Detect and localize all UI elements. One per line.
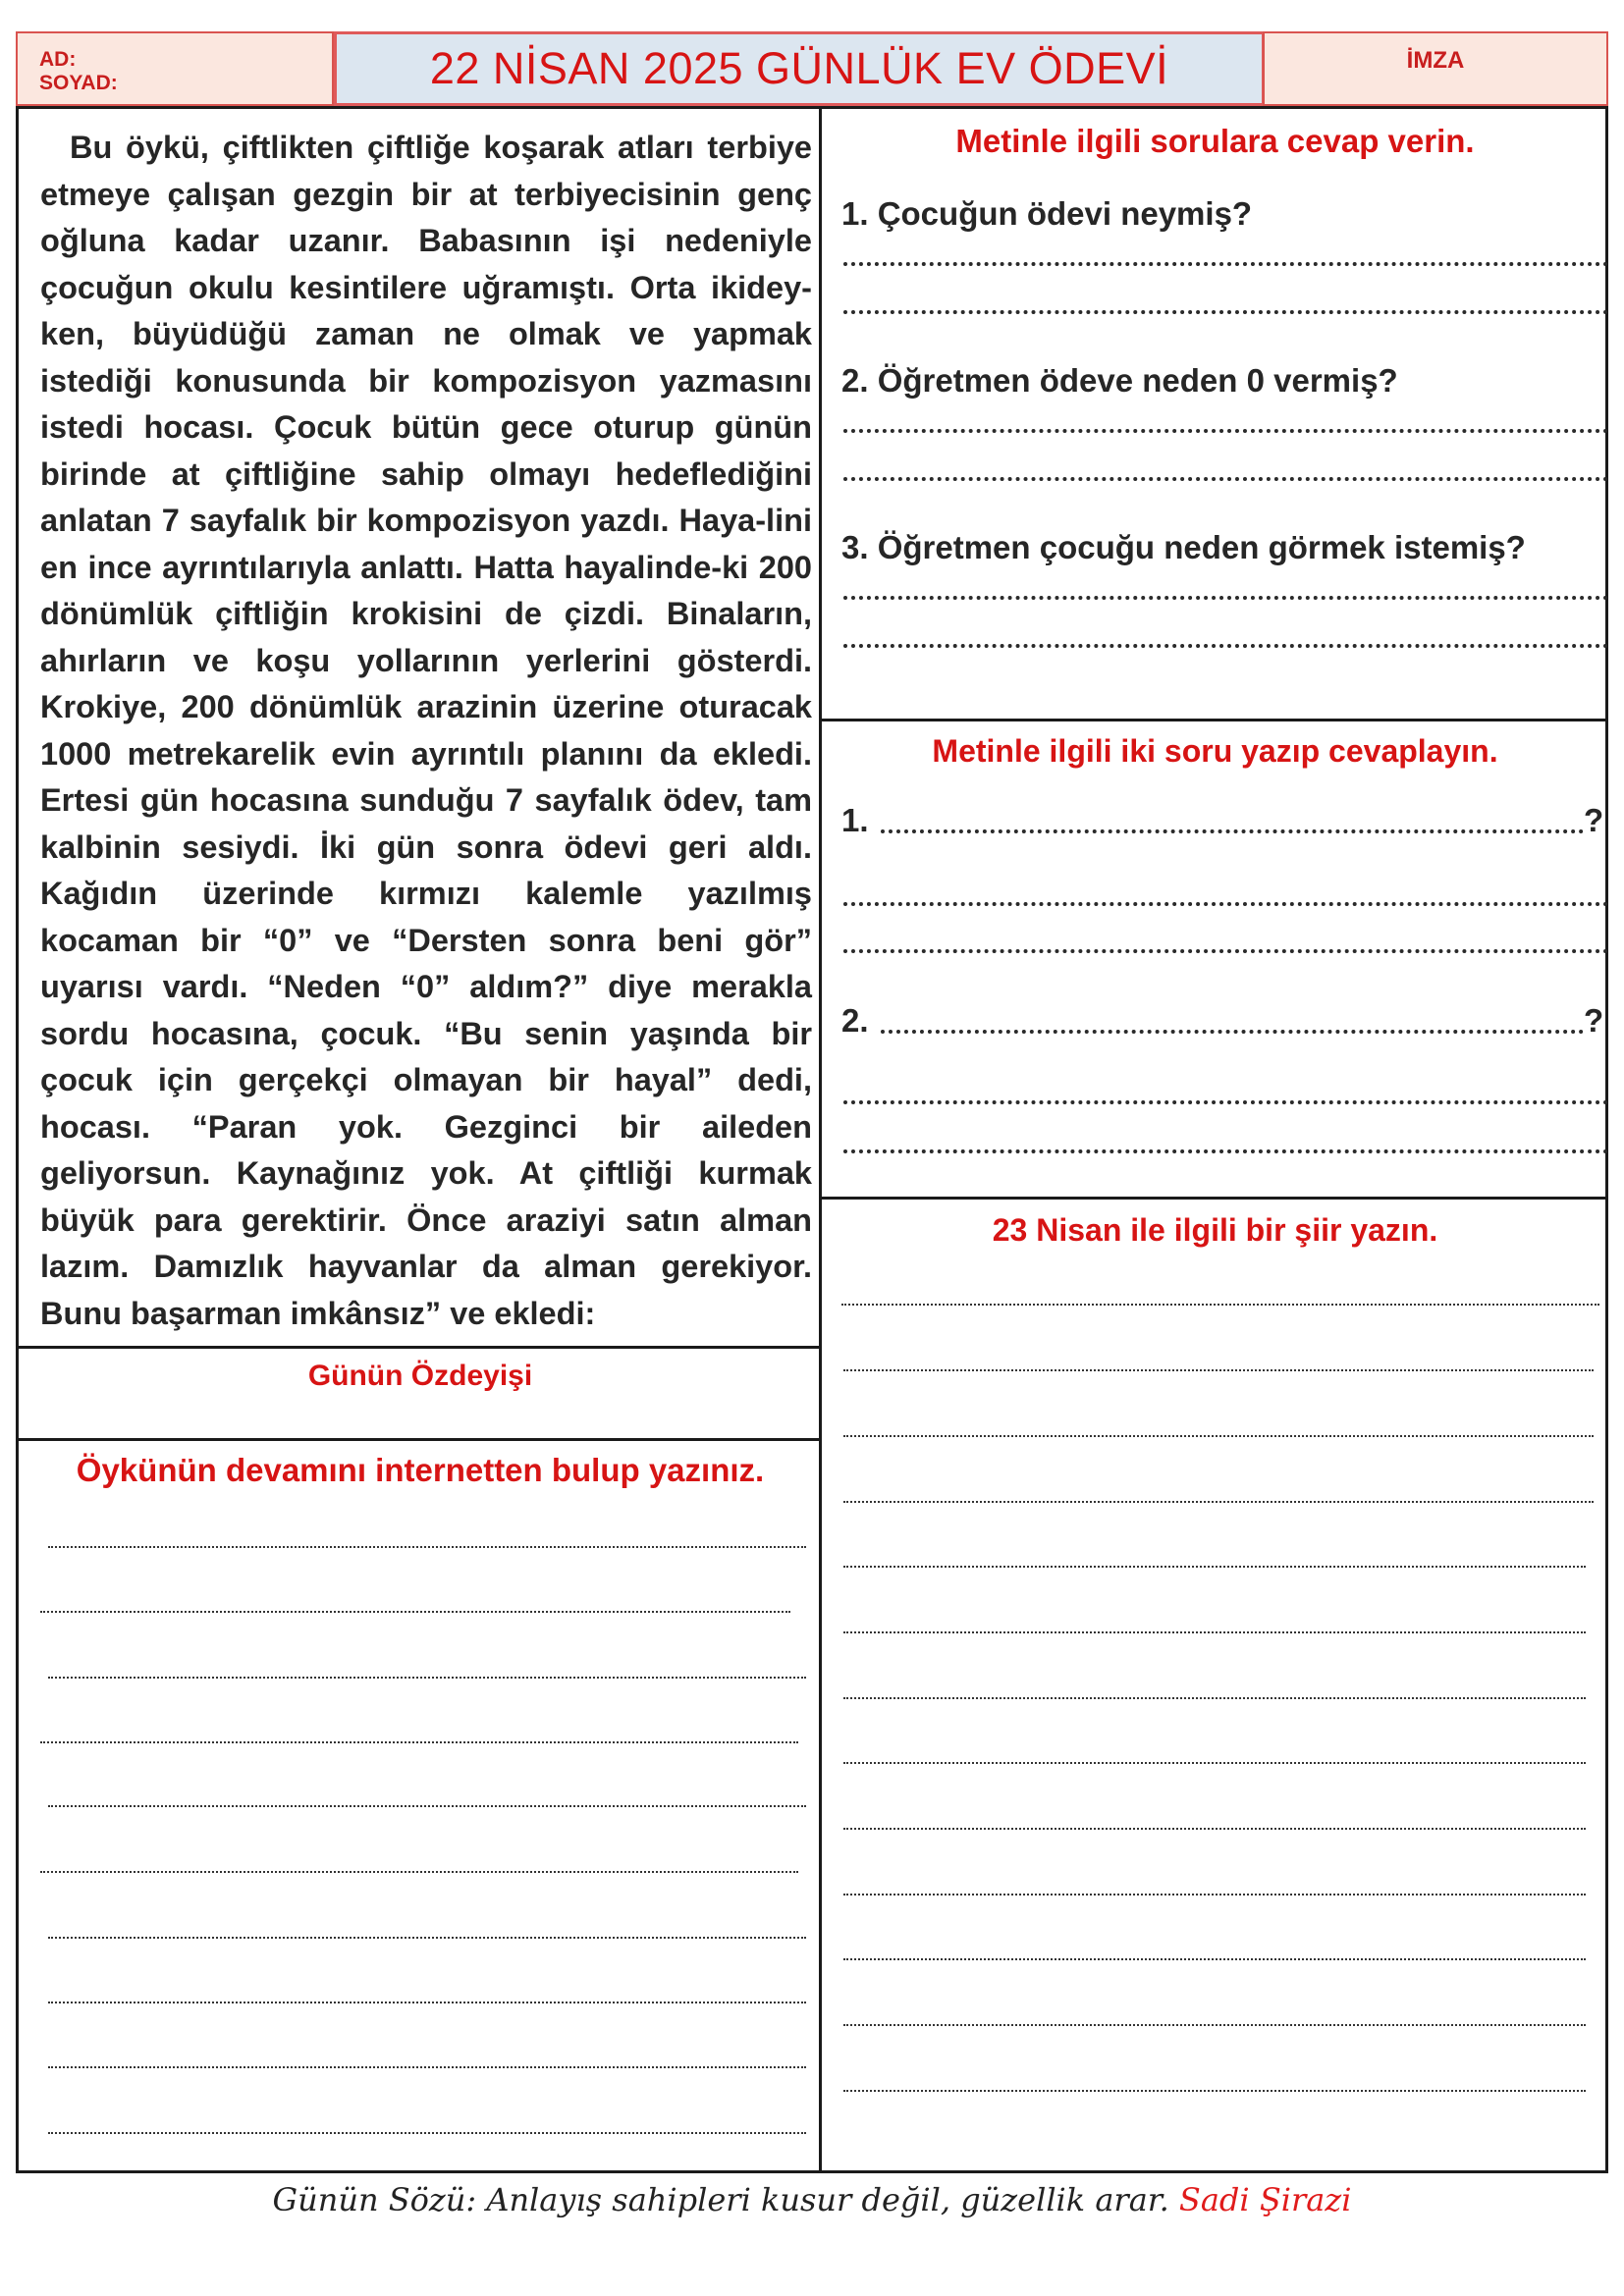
divider-write-questions-bottom	[819, 1197, 1608, 1200]
question-1: 1. Çocuğun ödevi neymiş?	[841, 195, 1253, 232]
answer-2-line-1[interactable]	[843, 429, 1608, 433]
questions-title: Metinle ilgili sorulara cevap verin.	[955, 123, 1475, 159]
poem-line-2[interactable]	[843, 1369, 1594, 1371]
continue-line-7[interactable]	[48, 1937, 806, 1939]
poem-line-12[interactable]	[843, 2024, 1586, 2026]
answer-3-line-2[interactable]	[843, 644, 1608, 648]
page-title-box	[334, 31, 1265, 106]
continue-line-5[interactable]	[48, 1805, 806, 1807]
write-question-1-number: 1.	[841, 802, 869, 838]
column-divider	[819, 109, 822, 2170]
saying-author: Sadi Şirazi	[1178, 2181, 1352, 2218]
write-answer-1-line-1[interactable]	[843, 902, 1608, 906]
answer-1-line-2[interactable]	[843, 310, 1608, 314]
worksheet-frame	[16, 106, 1608, 2173]
saying-text: Günün Sözü: Anlayış sahipleri kusur değil, güzellik arar.	[272, 2181, 1169, 2218]
write-answer-2-line-1[interactable]	[843, 1100, 1608, 1104]
poem-line-5[interactable]	[843, 1566, 1586, 1568]
continue-line-4[interactable]	[40, 1741, 798, 1743]
continue-line-8[interactable]	[48, 2002, 806, 2003]
continue-line-10[interactable]	[48, 2132, 806, 2134]
question-3: 3. Öğretmen çocuğu neden görmek istemiş?	[841, 529, 1526, 565]
poem-line-7[interactable]	[843, 1697, 1586, 1699]
poem-line-10[interactable]	[843, 1894, 1586, 1896]
story-text: Bu öykü, çiftlikten çiftliğe koşarak atları terbiye etmeye çalışan gezgin bir at terbiyecisinin genç oğluna kadar uzanır. Babasının işi nedeniyle çocuğun okulu kesintilere uğramıştı. Orta ikidey-ken, büyüdüğü zaman ne olmak ve yapmak istediği konusunda bir kompozisyon yazmasını istedi hocası. Çocuk bütün gece oturup günün birinde at çiftliğine sahip olmayı hedeflediğini anlatan 7 sayfalık bir kompozisyon yazdı. Haya-lini en ince ayrıntılarıyla anlattı. Hatta hayalinde-ki 200 dönümlük çiftliğin krokisini de çizdi. Binaların, ahırların ve koşu yollarının yerlerini gösterdi. Krokiye, 200 dönümlük arazinin üzerine oturacak 1000 metrekarelik evin ayrıntılı planını da ekledi. Ertesi gün hocasına sunduğu 7 sayfalık ödev, tam kalbinin sesiydi. İki gün sonra ödevi geri aldı. Kağıdın üzerinde kırmızı kalemle yazılmış kocaman bir “0” ve “Dersten sonra beni gör” uyarısı vardı. “Neden “0” aldım?” diye merakla sordu hocasına, çocuk. “Bu senin yaşında bir çocuk için gerçekçi olmayan bir hayal” dedi, hocası. “Paran yok. Gezginci bir aileden geliyorsun. Kaynağınız yok. At çiftliği kurmak büyük para gerektirir. Önce araziyi satın alman lazım. Damızlık hayvanlar da alman gerekiyor. Bunu başarman imkânsız” ve ekledi:	[40, 130, 812, 1331]
poem-line-4[interactable]	[843, 1501, 1594, 1503]
write-question-2-line[interactable]	[881, 1030, 1584, 1034]
continue-line-1[interactable]	[48, 1546, 806, 1548]
write-question-2-number: 2.	[841, 1002, 869, 1039]
name-label: AD:	[39, 48, 77, 71]
poem-line-13[interactable]	[843, 2090, 1586, 2092]
page-title: 22 NİSAN 2025 GÜNLÜK EV ÖDEVİ	[429, 43, 1169, 93]
answer-2-line-2[interactable]	[843, 477, 1608, 481]
poem-line-9[interactable]	[843, 1828, 1586, 1830]
signature-box[interactable]	[1263, 31, 1608, 106]
quote-of-day-title: Günün Özdeyişi	[307, 1360, 533, 1392]
write-question-2-qmark: ?	[1584, 1002, 1604, 1039]
signature-label: İMZA	[1406, 47, 1465, 74]
poem-line-6[interactable]	[843, 1631, 1586, 1633]
continue-line-9[interactable]	[48, 2066, 806, 2068]
poem-title: 23 Nisan ile ilgili bir şiir yazın.	[992, 1212, 1438, 1248]
write-question-1-line[interactable]	[881, 829, 1584, 833]
continue-line-2[interactable]	[40, 1611, 790, 1613]
answer-1-line-1[interactable]	[843, 262, 1608, 266]
continue-line-3[interactable]	[48, 1677, 806, 1679]
write-question-1-qmark: ?	[1584, 802, 1604, 838]
divider-quote-bottom	[19, 1438, 822, 1441]
poem-line-3[interactable]	[843, 1435, 1594, 1437]
question-2: 2. Öğretmen ödeve neden 0 vermiş?	[841, 362, 1398, 399]
divider-story-bottom	[19, 1346, 822, 1349]
surname-label: SOYAD:	[39, 72, 118, 94]
name-surname-box[interactable]	[16, 31, 334, 106]
write-answer-2-line-2[interactable]	[843, 1149, 1608, 1153]
poem-line-8[interactable]	[843, 1762, 1586, 1764]
write-answer-1-line-2[interactable]	[843, 949, 1608, 953]
poem-line-1[interactable]	[841, 1304, 1599, 1306]
footer-saying	[0, 2181, 1624, 2218]
divider-questions-bottom	[819, 719, 1608, 721]
continue-story-title: Öykünün devamını internetten bulup yazınız.	[76, 1452, 765, 1488]
continue-line-6[interactable]	[40, 1871, 798, 1873]
write-questions-title: Metinle ilgili iki soru yazıp cevaplayın.	[932, 733, 1498, 769]
answer-3-line-1[interactable]	[843, 596, 1608, 600]
poem-line-11[interactable]	[843, 1958, 1586, 1960]
